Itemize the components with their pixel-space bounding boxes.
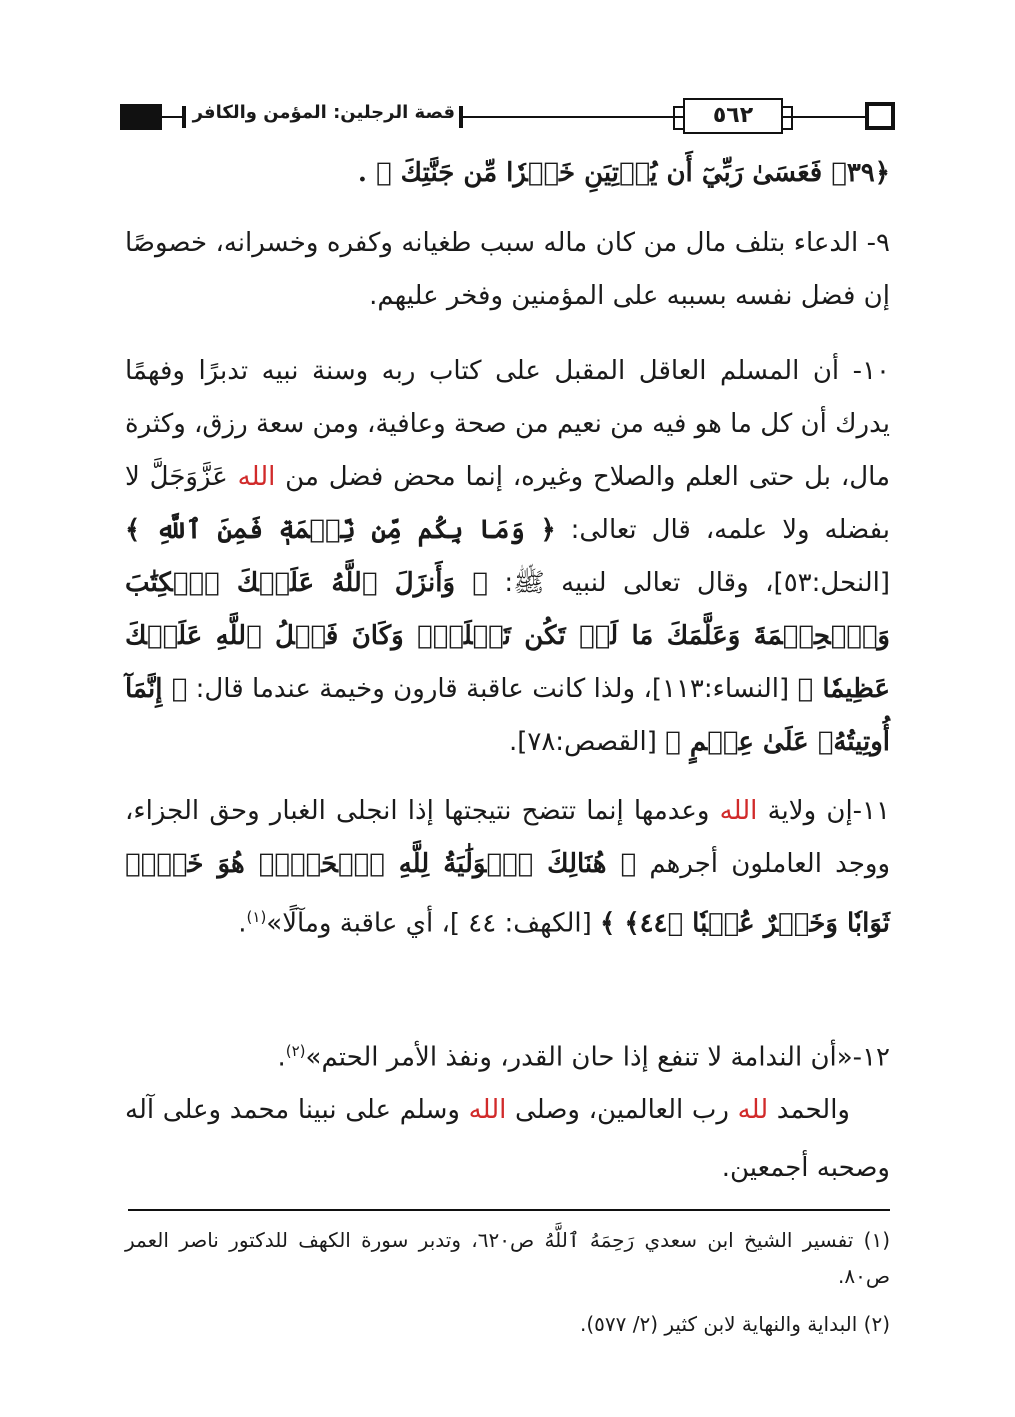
allah-word: الله xyxy=(468,1095,507,1125)
header-rule-middle xyxy=(463,116,683,118)
closing-text-3: وسلم على نبينا محمد وعلى آله وصحبه أجمعين. xyxy=(125,1095,890,1183)
header-block-left xyxy=(120,104,162,130)
list-item-9: ٩- الدعاء بتلف مال من كان ماله سبب طغيانه وكفره وخسرانه، خصوصًا إن فضل نفسه بسببه على المؤمنين وفخر عليهم. xyxy=(125,228,890,311)
list-item-10 xyxy=(125,345,890,769)
footnote-2: (٢) البداية والنهاية لابن كثير (٢/ ٥٧٧). xyxy=(579,1312,890,1336)
page-number: ٥٦٢ xyxy=(683,98,783,134)
page-header xyxy=(120,96,895,140)
item12-end: . xyxy=(277,1042,286,1073)
item10-text-3: [النحل:٥٣]، وقال تعالى لنبيه ﷺ: xyxy=(487,568,890,598)
quran-quote-nahl: ﴿ وَمَا بِكُم مِّن نِّعۡمَةٖ فَمِنَ ٱللَّهِ ﴾ xyxy=(125,515,556,545)
quran-verse-top: ﴿٣٩﴾ فَعَسَىٰ رَبِّيٓ أَن يُؤۡتِيَنِ خَيۡرٗا مِّن جَنَّتِكَ ﴾ . xyxy=(357,158,890,188)
item11-text-1: ١١-إن ولاية xyxy=(757,796,890,826)
item11-text-3: [الكهف: ٤٤ ]، أي عاقبة ومآلًا» xyxy=(266,908,601,939)
quran-quote-nisa: ﴿ وَأَنزَلَ ٱللَّهُ عَلَيۡكَ ٱلۡكِتَٰبَ وَٱلۡحِكۡمَةَ وَعَلَّمَكَ مَا لَمۡ تَكُن تَعۡلَمُۚ وَكَانَ فَضۡلُ ٱللَّهِ عَلَيۡكَ عَظِيمٗا ﴾ xyxy=(125,568,890,704)
item10-text-2: عَزَّوَجَلَّ لا بفضله ولا علمه، قال تعالى: xyxy=(125,462,890,545)
quran-quote-kahf: ﴿ هُنَالِكَ ٱلۡوَلَٰيَةُ لِلَّهِ ٱلۡحَقِّۚ هُوَ خَيۡرٞ ثَوَابٗا وَخَيۡرٌ عُقۡبٗا ﴿٤٤﴾ ﴾ xyxy=(125,849,890,939)
allah-word: الله xyxy=(719,796,758,826)
header-rule-right xyxy=(783,116,865,118)
footnote-separator xyxy=(128,1209,890,1211)
item10-text-5: [القصص:٧٨]. xyxy=(508,727,666,757)
footnote-ref-1[interactable]: (١) xyxy=(246,908,267,926)
allah-word: لله xyxy=(737,1095,769,1125)
item11-end: . xyxy=(238,908,247,939)
closing-paragraph xyxy=(125,1081,890,1197)
list-item-11 xyxy=(125,785,890,951)
item11-text-2: وعدمها إنما تتضح نتيجتها إذا انجلى الغبار وحق الجزاء، ووجد العاملون أجرهم xyxy=(125,796,890,879)
header-bracket-right xyxy=(865,102,895,130)
footnote-ref-2[interactable]: (٢) xyxy=(285,1042,306,1060)
closing-text-1: والحمد xyxy=(768,1095,850,1125)
footnote-1: (١) تفسير الشيخ ابن سعدي رَحِمَهُ ٱللَّهُ ص٦٢٠، وتدبر سورة الكهف للدكتور ناصر العمر ص٨٠. xyxy=(125,1228,890,1288)
item10-text-4: [النساء:١١٣]، ولذا كانت عاقبة قارون وخيمة عندما قال: xyxy=(187,674,798,704)
header-title: قصة الرجلين: المؤمن والكافر xyxy=(192,102,455,123)
closing-text-2: رب العالمين، وصلى xyxy=(506,1095,738,1125)
header-bar-2 xyxy=(182,106,186,128)
quran-quote-qasas: ﴿ إِنَّمَآ أُوتِيتُهُۥ عَلَىٰ عِلۡمٍ ﴾ xyxy=(125,674,890,757)
list-item-12 xyxy=(125,1025,890,1085)
item12-text: ١٢-«أن الندامة لا تنفع إذا حان القدر، ونفذ الأمر الحتم» xyxy=(305,1042,890,1073)
allah-word: الله xyxy=(237,462,276,492)
item10-text-1: ١٠- أن المسلم العاقل المقبل على كتاب ربه وسنة نبيه تدبرًا وفهمًا يدرك أن كل ما هو فيه من نعيم من صحة وعافية، ومن سعة رزق، وكثرة مال، بل حتى العلم والصلاح وغيره، إنما محض فضل من xyxy=(125,356,890,492)
header-bar-1 xyxy=(459,106,463,128)
header-rule-left xyxy=(162,116,182,118)
